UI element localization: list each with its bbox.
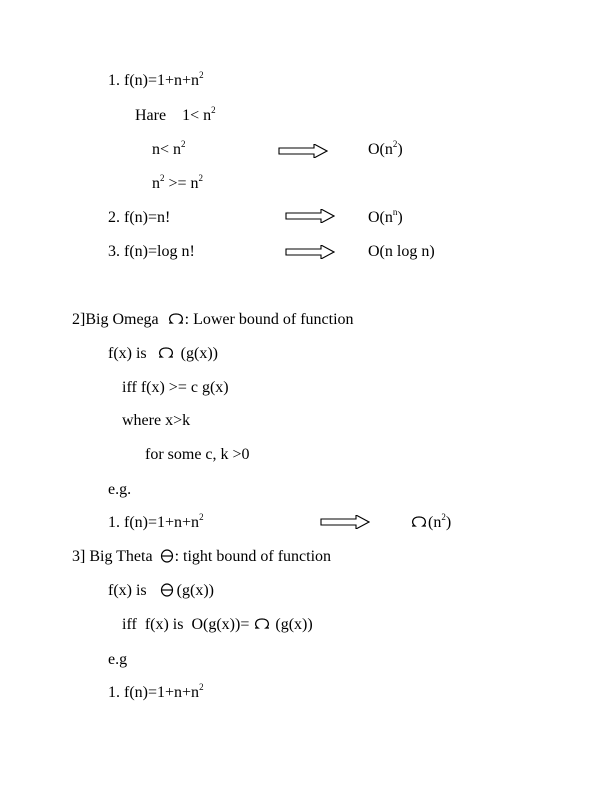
item2-result: $O(n^n)$ [368,207,403,226]
omega-symbol-icon [157,346,175,358]
omega-example1-result: $(n^2)$ [410,514,451,533]
implies-arrow-icon [320,515,370,529]
implies-arrow-icon [285,209,335,223]
item3-line: 3. f(n)=log n! [108,243,195,260]
step1-line: $n< n^2$ [152,139,186,158]
theta-iff: iff f(x) is O(g(x))= (g(x)) [122,616,313,633]
omega-heading: 2]Big Omega : Lower bound of function [72,311,354,328]
theta-eg: e.g [108,651,128,668]
implies-arrow-icon [278,144,328,158]
theta-example1: 1. $f(n)=1+n+n^2$ [108,682,204,701]
omega-where: where x>k [122,412,191,429]
item1-line: 1. $f(n)=1+n+n^2$ [108,70,204,89]
omega-eg: e.g. [108,481,132,498]
omega-symbol-icon [253,617,271,629]
omega-symbol-icon [410,515,428,527]
implies-arrow-icon [285,245,335,259]
omega-iff: iff f(x) >= c g(x) [122,379,229,396]
theta-symbol-icon [159,583,175,597]
theta-symbol-icon [159,549,175,563]
omega-definition: f(x) is (g(x)) [108,345,218,362]
omega-for-some: for some c, k >0 [145,446,250,463]
item2-line: 2. f(n)=n! [108,209,171,226]
theta-definition: f(x) is (g(x)) [108,582,214,599]
theta-heading: 3] Big Theta : tight bound of function [72,548,332,565]
hare-line: Hare $1< n^2$ [135,105,216,124]
step1-result: $O(n^2)$ [368,139,403,158]
omega-symbol-icon [167,312,185,324]
item3-result: O(n log n) [368,243,435,260]
omega-example1: 1. $f(n)=1+n+n^2$ [108,512,204,531]
step2-line: $n^2 >= n^2$ [152,173,204,192]
